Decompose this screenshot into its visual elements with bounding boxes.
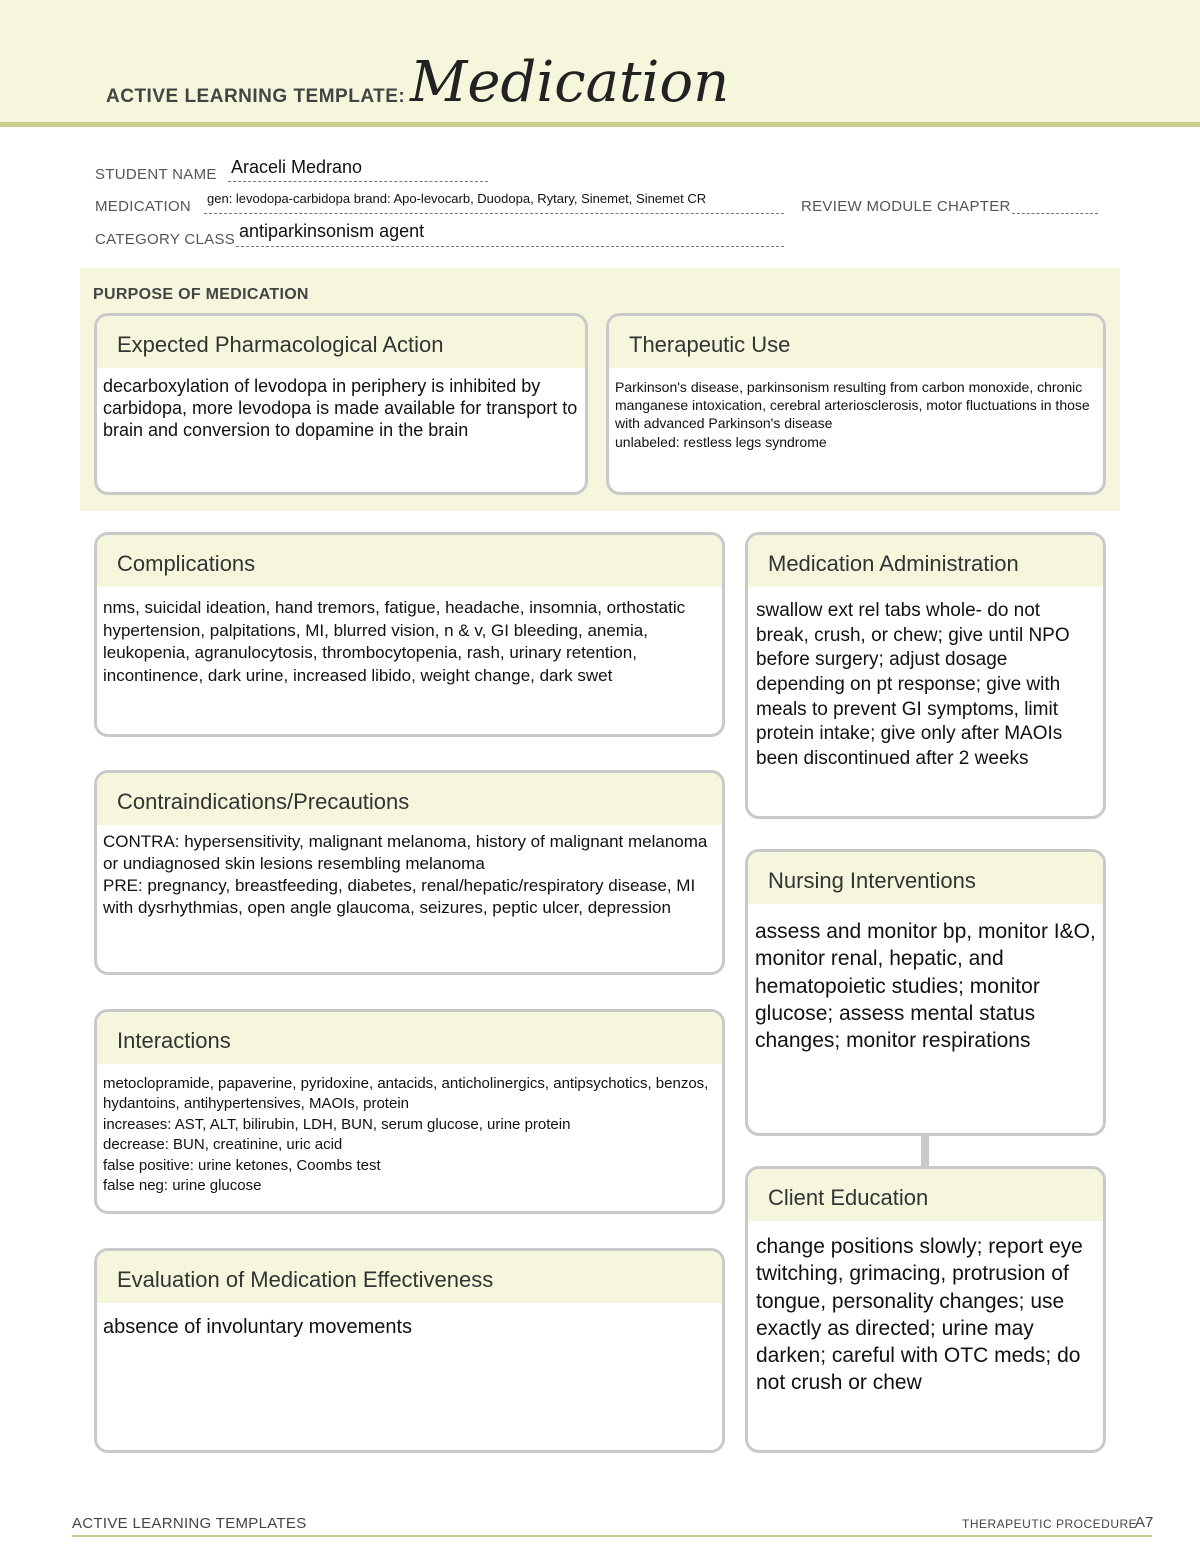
interactions-title: Interactions (97, 1012, 722, 1064)
complications-box (94, 532, 725, 737)
footer-rule (72, 1535, 1152, 1537)
category-class-label: CATEGORY CLASS (95, 231, 236, 248)
complications-title: Complications (97, 535, 722, 587)
evaluation-box (94, 1248, 725, 1453)
interactions-text[interactable]: metoclopramide, papaverine, pyridoxine, antacids, anticholinergics, antipsychotics, benzos, hydantoins, antihypertensives, MAOIs, protein increases: AST, ALT, bilirubin, LDH, BUN, serum glucose, urine protein decrease: BUN, creatinine, uric acid false positive: urine ketones, Coombs test false neg: urine glucose (103, 1075, 709, 1194)
complications-text[interactable]: nms, suicidal ideation, hand tremors, fatigue, headache, insomnia, orthostatic hypertension, palpitations, MI, blurred vision, n & v, GI bleeding, anemia, leukopenia, agranulocytosis, thrombocytopenia, rash, urinary retention, incontinence, dark urine, increased libido, weight change, dark swet (103, 598, 686, 685)
client-education-box (745, 1166, 1106, 1453)
medication-value[interactable]: gen: levodopa-carbidopa brand: Apo-levocarb, Duodopa, Rytary, Sinemet, Sinemet CR (207, 191, 707, 206)
student-name-value[interactable]: Araceli Medrano (231, 157, 363, 177)
client-education-title: Client Education (748, 1169, 1103, 1221)
therapeutic-use-title: Therapeutic Use (609, 316, 1103, 368)
purpose-label: PURPOSE OF MEDICATION (93, 286, 309, 303)
template-label: ACTIVE LEARNING TEMPLATE: (106, 86, 406, 107)
footer-right: THERAPEUTIC PROCEDURE (962, 1517, 1138, 1531)
nursing-interventions-title: Nursing Interventions (748, 852, 1103, 904)
category-class-line (236, 246, 784, 247)
medication-administration-title: Medication Administration (748, 535, 1103, 587)
client-education-text[interactable]: change positions slowly; report eye twitching, grimacing, protrusion of tongue, personality changes; use exactly as directed; urine may darken; careful with OTC meds; do not crush or chew (756, 1235, 1083, 1395)
contraindications-title: Contraindications/Precautions (97, 773, 722, 825)
interactions-box (94, 1009, 725, 1214)
footer-left: ACTIVE LEARNING TEMPLATES (72, 1515, 307, 1532)
nursing-interventions-box (745, 849, 1106, 1136)
header-rule (0, 122, 1200, 127)
template-title: Medication (410, 50, 730, 115)
footer-page-number: A7 (1135, 1514, 1154, 1531)
student-name-label: STUDENT NAME (95, 166, 217, 183)
medication-line (204, 213, 784, 214)
contraindications-text[interactable]: CONTRA: hypersensitivity, malignant melanoma, history of malignant melanoma or undiagnosed skin lesions resembling melanoma PRE: pregnancy, breastfeeding, diabetes, renal/hepatic/respiratory disease, MI with dysrhythmias, open angle glaucoma, seizures, peptic ulcer, depression (103, 832, 708, 918)
review-module-line (1012, 213, 1098, 214)
review-module-label: REVIEW MODULE CHAPTER (801, 198, 1011, 215)
expected-action-text[interactable]: decarboxylation of levodopa in periphery is inhibited by carbidopa, more levodopa is made available for transport to brain and conversion to dopamine in the brain (103, 376, 578, 440)
category-class-value[interactable]: antiparkinsonism agent (239, 221, 425, 241)
medication-administration-box (745, 532, 1106, 819)
therapeutic-use-box (606, 313, 1106, 495)
expected-action-title: Expected Pharmacological Action (97, 316, 585, 368)
expected-action-box (94, 313, 588, 495)
nursing-interventions-text[interactable]: assess and monitor bp, monitor I&O, monitor renal, hepatic, and hematopoietic studies; monitor glucose; assess mental status changes; monitor respirations (755, 920, 1096, 1053)
contraindications-box (94, 770, 725, 975)
evaluation-title: Evaluation of Medication Effectiveness (97, 1251, 722, 1303)
student-name-line (228, 181, 488, 182)
medication-label: MEDICATION (95, 198, 192, 215)
medication-administration-text[interactable]: swallow ext rel tabs whole- do not break, crush, or chew; give until NPO before surgery; adjust dosage depending on pt response; give with meals to prevent GI symptoms, limit protein intake; give only after MAOIs been discontinued after 2 weeks (756, 600, 1070, 770)
box-connector (921, 1134, 929, 1166)
evaluation-text[interactable]: absence of involuntary movements (103, 1316, 413, 1338)
therapeutic-use-text[interactable]: Parkinson's disease, parkinsonism resulting from carbon monoxide, chronic manganese intoxication, cerebral arteriosclerosis, motor fluctuations in those with advanced Parkinson's disease unlabeled: restless legs syndrome (615, 379, 1090, 450)
